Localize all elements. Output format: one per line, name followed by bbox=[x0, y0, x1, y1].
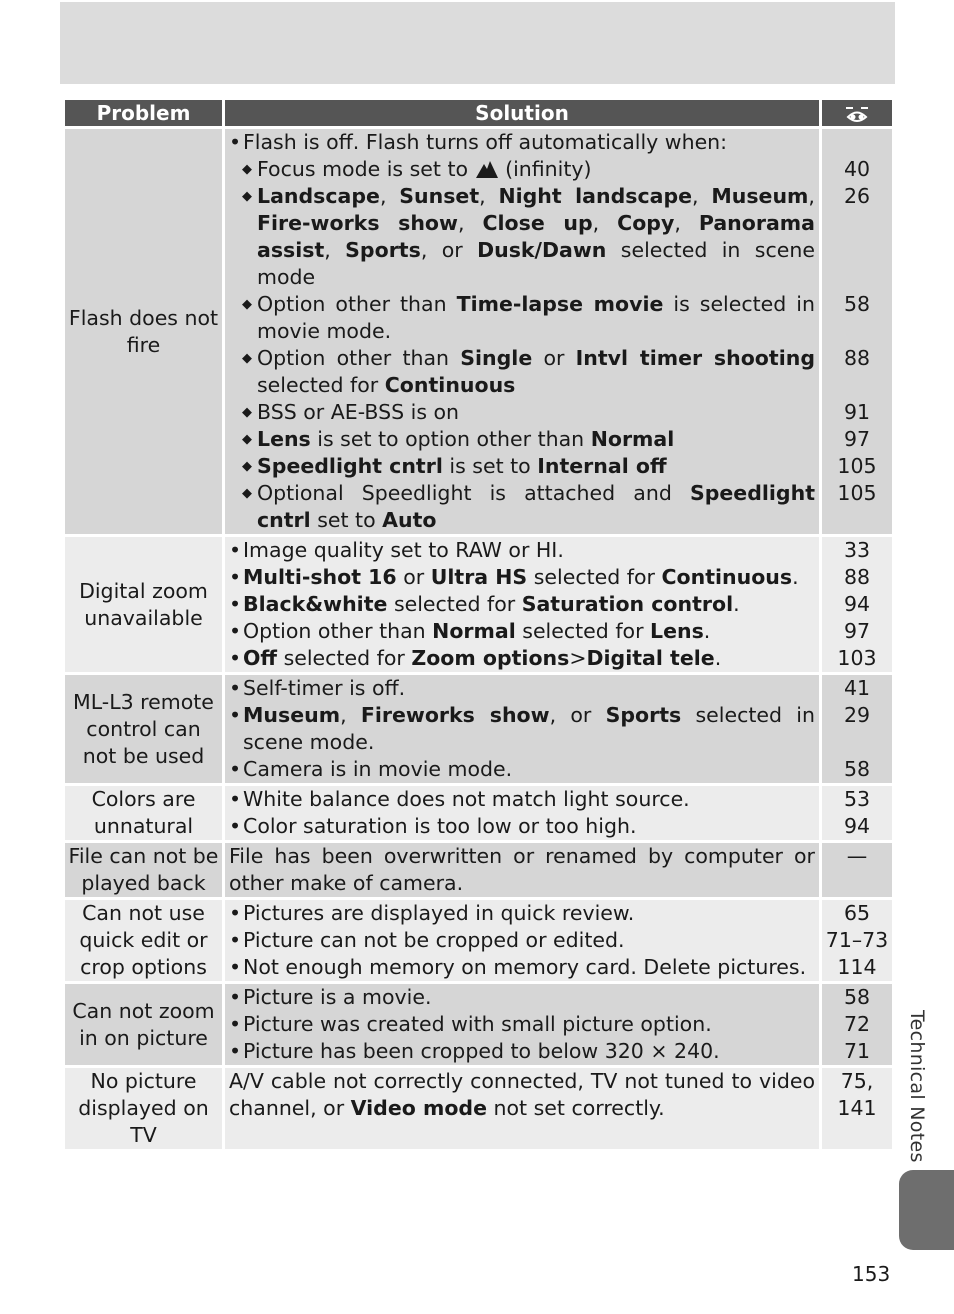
text-segment: is selected in movie mode. bbox=[257, 292, 815, 343]
solution-item bbox=[229, 426, 815, 453]
page-reference: 114 bbox=[837, 955, 877, 979]
text-segment: , bbox=[674, 211, 699, 235]
text-segment: Option other than bbox=[257, 292, 457, 316]
text-segment: Focus mode is set to bbox=[257, 157, 475, 181]
text-segment: . bbox=[733, 592, 740, 616]
solution-cell bbox=[225, 1068, 819, 1149]
text-segment: . bbox=[703, 619, 711, 643]
text-segment: selected in scene mode bbox=[257, 238, 815, 289]
bold-term: Speedlight cntrl bbox=[257, 481, 815, 532]
bold-term: Auto bbox=[382, 508, 437, 532]
solution-item bbox=[229, 843, 815, 897]
solution-item bbox=[229, 645, 815, 672]
text-segment: , bbox=[324, 238, 346, 262]
text-segment: Not enough memory on memory card. Delete pictures. bbox=[243, 955, 807, 979]
page-reference: 97 bbox=[843, 619, 871, 643]
text-segment: , bbox=[379, 184, 400, 208]
page-list bbox=[822, 129, 892, 534]
page-list bbox=[822, 1068, 892, 1149]
bold-term: Museum bbox=[243, 703, 341, 727]
text-segment: Option other than bbox=[257, 346, 461, 370]
text-segment: selected for bbox=[277, 646, 412, 670]
page-reference bbox=[822, 129, 892, 156]
text-segment: Picture has been cropped to below 320 × 240. bbox=[243, 1039, 720, 1063]
section-thumb-tab bbox=[899, 1170, 954, 1250]
text-segment: , bbox=[457, 211, 483, 235]
page-reference: 94 bbox=[843, 592, 871, 616]
page-reference-column-header bbox=[822, 100, 892, 126]
page-list bbox=[822, 843, 892, 897]
page-reference-cell bbox=[822, 129, 892, 534]
bold-term: Dusk/Dawn bbox=[477, 238, 607, 262]
solution-cell bbox=[225, 786, 819, 840]
problem-cell: Colors are unnatural bbox=[65, 786, 222, 840]
page-reference: 75, 141 bbox=[837, 1069, 877, 1120]
text-segment: , bbox=[592, 211, 618, 235]
text-segment: selected for bbox=[515, 619, 651, 643]
solution-item bbox=[229, 756, 815, 783]
text-segment: , bbox=[340, 703, 361, 727]
page-reference-cell bbox=[822, 1068, 892, 1149]
text-segment: Pictures are displayed in quick review. bbox=[243, 901, 635, 925]
solution-item bbox=[229, 786, 815, 813]
bold-term: Sunset bbox=[399, 184, 480, 208]
solution-item bbox=[229, 129, 815, 156]
bold-term: Black&white bbox=[243, 592, 388, 616]
page-reference-cell bbox=[822, 843, 892, 897]
bold-term: Panorama assist bbox=[257, 211, 815, 262]
solution-cell bbox=[225, 900, 819, 981]
problem-cell: File can not be played back bbox=[65, 843, 222, 897]
bold-term: Close up bbox=[482, 211, 593, 235]
page-reference: 29 bbox=[843, 703, 871, 727]
problem-cell: ML-L3 remote control can not be used bbox=[65, 675, 222, 783]
header-band bbox=[60, 2, 895, 84]
text-segment: set to bbox=[310, 508, 383, 532]
bold-term: Sports bbox=[345, 238, 421, 262]
page-reference-cell bbox=[822, 537, 892, 672]
page-reference: 97 bbox=[843, 427, 871, 451]
bold-term: Copy bbox=[617, 211, 675, 235]
page-reference: 71 bbox=[843, 1039, 871, 1063]
text-segment: Option other than bbox=[243, 619, 433, 643]
bold-term: Internal off bbox=[537, 454, 667, 478]
bold-term: Time-lapse movie bbox=[456, 292, 664, 316]
text-segment: or bbox=[396, 565, 431, 589]
eye-icon bbox=[844, 105, 870, 125]
solution-item bbox=[229, 927, 815, 954]
page-reference-cell bbox=[822, 675, 892, 783]
solution-item bbox=[229, 564, 815, 591]
page-reference: 33 bbox=[843, 538, 871, 562]
text-segment: BSS or AE-BSS is on bbox=[257, 400, 460, 424]
problem-cell: Can not zoom in on picture bbox=[65, 984, 222, 1065]
solution-item bbox=[229, 537, 815, 564]
text-segment: (infinity) bbox=[498, 157, 592, 181]
text-segment: selected for bbox=[527, 565, 662, 589]
page-list bbox=[822, 900, 892, 981]
text-segment: Camera is in movie mode. bbox=[243, 757, 513, 781]
problem-cell: No picture displayed on TV bbox=[65, 1068, 222, 1149]
solution-item bbox=[229, 345, 815, 399]
bold-term: Normal bbox=[432, 619, 516, 643]
text-segment: Optional Speedlight is attached and bbox=[257, 481, 690, 505]
problem-cell: Can not use quick edit or crop options bbox=[65, 900, 222, 981]
text-segment: or bbox=[532, 346, 576, 370]
bold-term: Single bbox=[460, 346, 533, 370]
solution-item bbox=[229, 984, 815, 1011]
table-header-row bbox=[65, 100, 892, 126]
text-segment: Self-timer is off. bbox=[243, 676, 406, 700]
bold-term: Digital tele bbox=[586, 646, 715, 670]
solution-cell bbox=[225, 675, 819, 783]
solution-cell bbox=[225, 984, 819, 1065]
bold-term: Continuous bbox=[661, 565, 793, 589]
bold-term: Lens bbox=[257, 427, 311, 451]
bold-term: Landscape bbox=[257, 184, 380, 208]
section-side-label: Technical Notes bbox=[906, 1010, 928, 1163]
text-segment: White balance does not match light source. bbox=[243, 787, 690, 811]
bold-term: Normal bbox=[590, 427, 675, 451]
solution-item bbox=[229, 813, 815, 840]
bold-term: Multi-shot 16 bbox=[243, 565, 397, 589]
solution-column-header: Solution bbox=[225, 100, 819, 126]
text-segment: File has been overwritten or renamed by computer or other make of camera. bbox=[229, 844, 815, 895]
page-reference-cell bbox=[822, 984, 892, 1065]
page-reference: 72 bbox=[843, 1012, 871, 1036]
page-reference: 58 bbox=[843, 757, 871, 781]
solution-item bbox=[229, 291, 815, 345]
problem-cell: Flash does not fire bbox=[65, 129, 222, 534]
text-segment: > bbox=[569, 646, 587, 670]
page-reference: 88 bbox=[843, 346, 871, 370]
page-reference: 88 bbox=[843, 565, 871, 589]
solution-item bbox=[229, 480, 815, 534]
problem-column-header: Problem bbox=[65, 100, 222, 126]
page-reference: 105 bbox=[837, 454, 877, 478]
text-segment: , bbox=[479, 184, 499, 208]
solution-item bbox=[229, 702, 815, 756]
text-segment: , or bbox=[549, 703, 606, 727]
text-segment: is set to bbox=[442, 454, 538, 478]
bold-term: Museum bbox=[711, 184, 809, 208]
text-segment: selected in scene mode. bbox=[243, 703, 815, 754]
page-reference: 40 bbox=[843, 157, 871, 181]
bold-term: Lens bbox=[650, 619, 704, 643]
table-row bbox=[65, 537, 892, 672]
mountain-infinity-icon bbox=[475, 159, 499, 179]
solution-cell bbox=[225, 129, 819, 534]
text-segment: Picture was created with small picture option. bbox=[243, 1012, 712, 1036]
bold-term: Ultra HS bbox=[430, 565, 528, 589]
text-segment: Picture is a movie. bbox=[243, 985, 432, 1009]
troubleshooting-table bbox=[62, 97, 895, 1152]
page-reference: 94 bbox=[843, 814, 871, 838]
page-reference-cell bbox=[822, 900, 892, 981]
page-reference: 105 bbox=[837, 481, 877, 505]
page-list bbox=[822, 984, 892, 1065]
solution-item bbox=[229, 1068, 815, 1122]
text-segment: Image quality set to RAW or HI. bbox=[243, 538, 564, 562]
page-list bbox=[822, 786, 892, 840]
solution-item bbox=[229, 954, 815, 981]
text-segment: . bbox=[714, 646, 722, 670]
table-row bbox=[65, 843, 892, 897]
page-reference: 26 bbox=[843, 184, 871, 208]
text-segment: , or bbox=[420, 238, 478, 262]
solution-item bbox=[229, 591, 815, 618]
bold-term: Video mode bbox=[350, 1096, 487, 1120]
bold-term: Zoom options bbox=[411, 646, 570, 670]
bold-term: Saturation control bbox=[521, 592, 734, 616]
text-segment: selected for bbox=[257, 373, 385, 397]
text-segment: is set to option other than bbox=[310, 427, 591, 451]
table-row bbox=[65, 675, 892, 783]
solution-item bbox=[229, 399, 815, 426]
page-reference: 58 bbox=[843, 292, 871, 316]
page-reference: 103 bbox=[837, 646, 877, 670]
text-segment: . bbox=[792, 565, 799, 589]
solution-cell bbox=[225, 537, 819, 672]
text-segment: A/V cable not correctly connected, TV not tuned to video channel, or bbox=[229, 1069, 815, 1120]
problem-cell: Digital zoom unavailable bbox=[65, 537, 222, 672]
text-segment: selected for bbox=[387, 592, 522, 616]
page-reference-cell bbox=[822, 786, 892, 840]
solution-item bbox=[229, 1038, 815, 1065]
solution-item bbox=[229, 453, 815, 480]
bold-term: Intvl timer shooting bbox=[575, 346, 815, 370]
table-row bbox=[65, 984, 892, 1065]
bold-term: Fireworks show bbox=[360, 703, 550, 727]
page-reference: 91 bbox=[843, 400, 871, 424]
text-segment: , bbox=[808, 184, 815, 208]
bold-term: Continuous bbox=[384, 373, 516, 397]
bold-term: Off bbox=[243, 646, 278, 670]
page-reference: — bbox=[846, 844, 868, 868]
table-row bbox=[65, 129, 892, 534]
page-reference: 53 bbox=[843, 787, 871, 811]
solution-item bbox=[229, 156, 815, 183]
bold-term: Fire-works show bbox=[257, 211, 458, 235]
solution-item bbox=[229, 618, 815, 645]
table-row bbox=[65, 1068, 892, 1149]
solution-item bbox=[229, 183, 815, 291]
page-number: 153 bbox=[852, 1262, 891, 1286]
page-reference: 58 bbox=[843, 985, 871, 1009]
text-segment: Color saturation is too low or too high. bbox=[243, 814, 637, 838]
bold-term: Speedlight cntrl bbox=[257, 454, 443, 478]
bold-term: Sports bbox=[605, 703, 682, 727]
page-list bbox=[822, 537, 892, 672]
page-reference: 65 bbox=[843, 901, 871, 925]
bold-term: Night landscape bbox=[498, 184, 693, 208]
text-segment: Flash is off. Flash turns off automatically when: bbox=[243, 130, 728, 154]
solution-item bbox=[229, 1011, 815, 1038]
table-row bbox=[65, 786, 892, 840]
page-reference: 71–73 bbox=[825, 928, 889, 952]
solution-cell bbox=[225, 843, 819, 897]
page-reference: 41 bbox=[843, 676, 871, 700]
text-segment: , bbox=[692, 184, 712, 208]
text-segment: not set correctly. bbox=[487, 1096, 665, 1120]
solution-item bbox=[229, 900, 815, 927]
solution-item bbox=[229, 675, 815, 702]
table-row bbox=[65, 900, 892, 981]
page-list bbox=[822, 675, 892, 783]
text-segment: Picture can not be cropped or edited. bbox=[243, 928, 625, 952]
